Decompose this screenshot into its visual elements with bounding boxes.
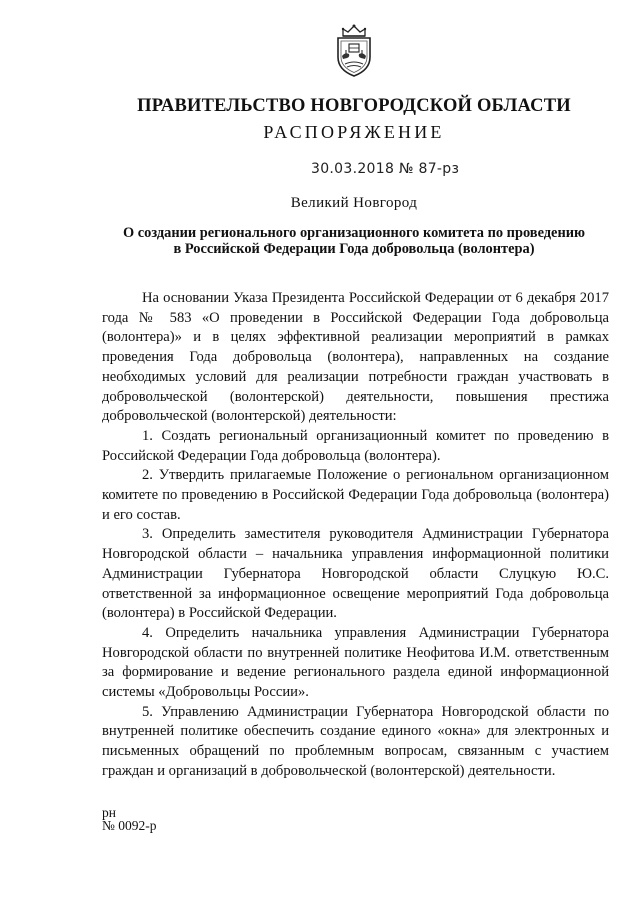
document-type: РАСПОРЯЖЕНИЕ: [263, 122, 445, 142]
document-city: Великий Новгород: [290, 195, 418, 211]
document-subject: [100, 225, 608, 257]
subject-line-2: в Российской Федерации Года добровольца (волонтера): [173, 241, 535, 257]
emblem-icon: [332, 23, 376, 79]
body-item-4: 4. Определить начальника управления Администрации Губернатора Новгородской области по внутренней политике Неофитова И.М. ответственным за формирование и ведение регионального раздела единой информационной системы «Добровольцы России».: [102, 624, 609, 701]
document-date-number: 30.03.2018 № 87-рз: [311, 161, 460, 177]
body-item-5: 5. Управлению Администрации Губернатора Новгородской области по внутренней политике обеспечить создание единого «окна» для электронных и письменных обращений по проблемным вопросам, связанным с участием граждан и организаций в добровольческой (волонтерской) деятельности.: [102, 703, 609, 779]
government-title: ПРАВИТЕЛЬСТВО НОВГОРОДСКОЙ ОБЛАСТИ: [137, 96, 571, 116]
body-item-2: 2. Утвердить прилагаемые Положение о региональном организационном комитете по проведению в Российской Федерации Года добровольца (волонтера) и его состав.: [102, 467, 609, 523]
body-item-3: 3. Определить заместителя руководителя Администрации Губернатора Новгородской области – начальника управления информационной политики Администрации Губернатора Новгородской области Слуцкую Ю.С. ответственной за информационное освещение мероприятий Года добровольца (волонтера) в Российской Федерации.: [102, 526, 609, 622]
document-body: [102, 289, 609, 782]
subject-line-1: О создании регионального организационного комитета по проведению: [122, 225, 586, 241]
body-item-1: 1. Создать региональный организационный комитет по проведению в Российской Федерации Года добровольца (волонтера).: [102, 427, 609, 464]
footer-code: № 0092-р: [102, 818, 157, 833]
body-intro-paragraph: На основании Указа Президента Российской Федерации от 6 декабря 2017 года № 583 «О проведении в Российской Федерации Года добровольца (волонтера)» и в целях эффективной реализации мероприятий в рамках проведения Года добровольца (волонтера), направленных на создание необходимых условий для реализации потребности граждан участвовать в добровольческой (волонтерской) деятельности, повышения престижа добровольческой (волонтерской) деятельности:: [102, 290, 609, 425]
footer-initials: рн: [102, 805, 116, 820]
footer-registration: [102, 806, 157, 832]
